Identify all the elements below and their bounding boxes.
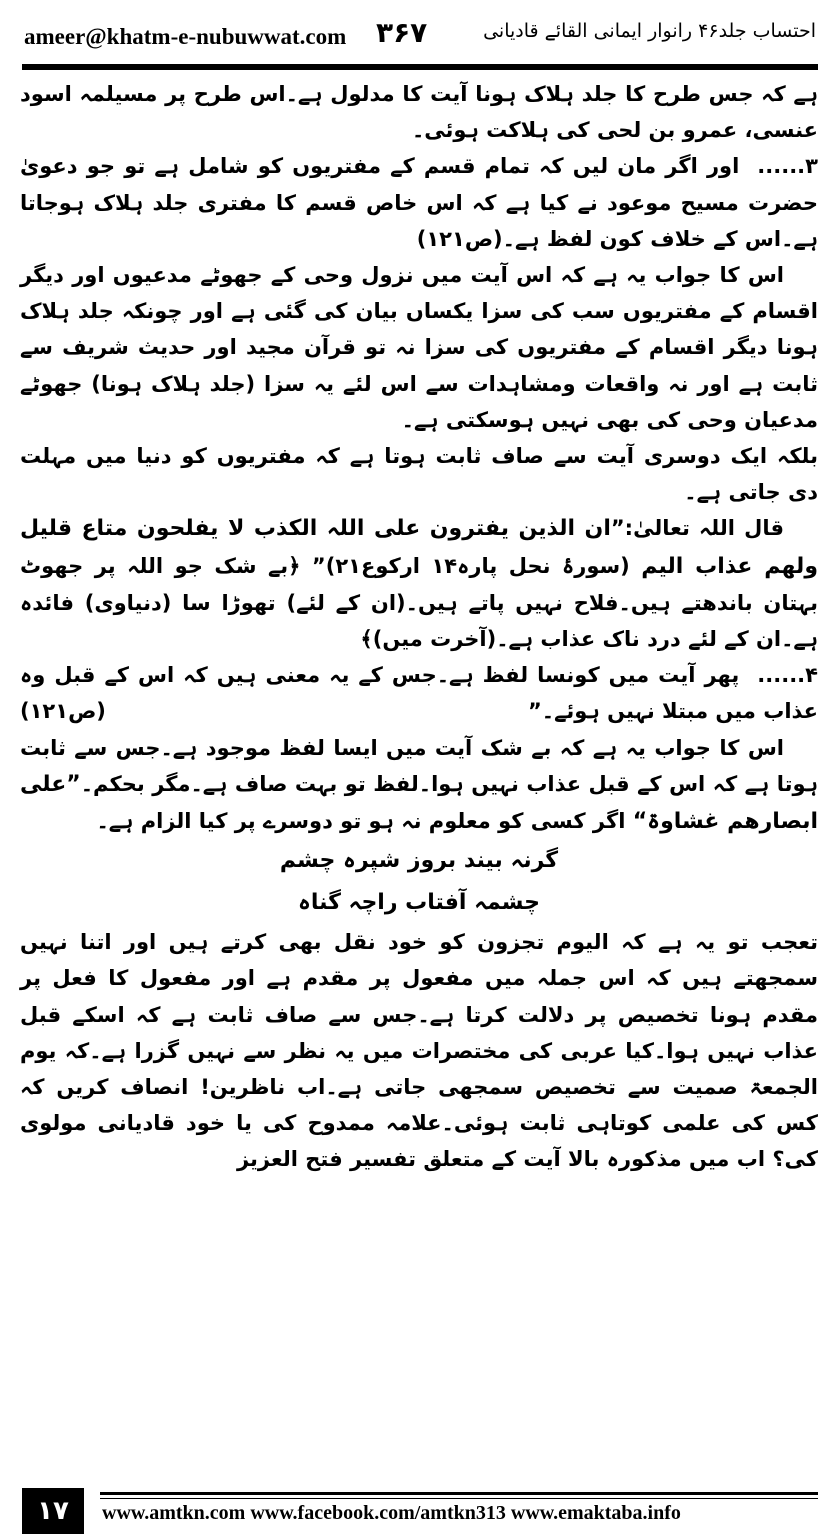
header-page-number: ۳۶۷ — [376, 16, 428, 49]
header-email: ameer@khatm-e-nubuwwat.com — [24, 24, 347, 49]
paragraph: تعجب تو یہ ہے کہ الیوم تجزون کو خود نقل بھی کرتے ہیں اور اتنا نہیں سمجھتے ہیں کہ اس جملہ میں مفعول پر مقدم ہے اور مفعول کا فعل پر مقدم ہونا تخصیص پر دلالت کرتا ہے۔جس سے صاف ثابت ہے کہ اسکے قبل عذاب نہیں ہوا۔کیا عربی کی مختصرات میں یہ نظر سے نہیں گزرا ہے۔کہ یوم الجمعۃ صمیت سے تخصیص سمجھی جاتی ہے۔اب ناظرین! انصاف کریں کہ کس کی علمی کوتاہی ثابت ہوئی۔علامہ ممدوح کی یا خود قادیانی مولوی کی؟ اب میں مذکورہ بالا آیت کے متعلق تفسیر فتح العزیز — [20, 930, 818, 1172]
header-book-title: احتساب جلد۴۶ رانوار ایمانی القائے قادیانی — [483, 20, 816, 42]
quran-quote — [20, 510, 818, 657]
item-number: ۳...... — [757, 154, 818, 179]
paragraph: ہے کہ جس طرح کا جلد ہلاک ہونا آیت کا مدلول ہے۔اس طرح پر مسیلمہ اسود عنسی، عمرو بن لحی کی ہلاکت ہوئی۔ — [20, 82, 818, 143]
item-number: ۴...... — [757, 663, 818, 688]
footer-rule-thin — [100, 1498, 818, 1499]
paragraph-text: پھر آیت میں کونسا لفظ ہے۔جس کے یہ معنی ہیں کہ اس کے قبل وہ عذاب میں مبتلا نہیں ہوئے۔” — [20, 663, 818, 724]
paragraph-text: اگر کسی کو معلوم نہ ہو تو دوسرے پر کیا الزام ہے۔ — [96, 809, 626, 834]
footer-page-number: ۱۷ — [22, 1488, 84, 1534]
page-footer — [22, 1488, 818, 1534]
quran-arabic: ان الذین یفترون علی اللہ الکذب لا یفلحون متاع قلیل ولھم عذاب الیم — [20, 516, 818, 579]
ornament-close: ﴾ — [360, 627, 373, 652]
ornament-open: ﴿ — [288, 553, 301, 578]
page-reference: (ص۱۲۱) — [20, 699, 106, 724]
paragraph: بلکہ ایک دوسری آیت سے صاف ثابت ہوتا ہے کہ مفتریوں کو دنیا میں مہلت دی جاتی ہے۔ — [20, 444, 818, 505]
paragraph: اس کا جواب یہ ہے کہ اس آیت میں نزول وحی کے جھوٹے مدعیوں اور دیگر اقسام کے مفتریوں سب کی سزا یکساں بیان کی گئی ہے اور چونکہ جلد ہلاک ہونا دیگر اقسام کے مفتریوں کی سزا نہ تو قرآن مجید اور حدیث شریف سے ثابت ہے اور نہ واقعات ومشاہدات سے اس لئے یہ سزا (جلد ہلاک ہونا) جھوٹے مدعیان وحی کی بھی نہیں ہوسکتی ہے۔ — [20, 263, 818, 432]
arabic-phrase: ”علی ابصارھم غشاوۃ“ — [20, 771, 818, 835]
paragraph — [20, 730, 818, 841]
paragraph-text: اور اگر مان لیں کہ تمام قسم کے مفتریوں کو شامل ہے تو جو دعویٰ حضرت مسیح موعود نے کیا ہے کہ اس خاص قسم کا مفتری جلد ہلاک ہوجاتا ہے۔اس کے خلاف کون لفظ ہے۔(ص۱۲۱) — [20, 154, 818, 251]
paragraph — [20, 148, 818, 257]
paragraph-text: اس کا جواب یہ ہے کہ بے شک آیت میں ایسا لفظ موجود ہے۔جس سے ثابت ہوتا ہے کہ اس کے قبل عذاب نہیں ہوا۔لفظ تو بہت صاف ہے۔مگر بحکم۔ — [20, 735, 818, 796]
paragraph — [20, 657, 818, 729]
footer-rule — [100, 1492, 818, 1495]
footer-urls: www.amtkn.com www.facebook.com/amtkn313 www.emaktaba.info — [102, 1502, 681, 1524]
quran-intro: قال اللہ تعالیٰ:” — [610, 516, 784, 541]
page-body — [20, 76, 818, 1480]
verse-line: چشمہ آفتاب راچہ گناہ — [297, 890, 541, 916]
page-header — [24, 14, 816, 58]
verse-line: گرنہ بیند بروز شپرہ چشم — [279, 848, 559, 874]
quran-citation: (سورۂ نحل پارہ۱۴ ارکوع۲۱)” — [311, 553, 630, 578]
quran-translation: بے شک جو اللہ پر جھوٹ بہتان باندھتے ہیں۔فلاح نہیں پاتے ہیں۔(ان کے لئے) تھوڑا سا (دنیاوی) فائدہ ہے۔ان کے لئے درد ناک عذاب ہے۔(آخرت میں) — [20, 553, 818, 652]
header-rule — [22, 64, 818, 70]
